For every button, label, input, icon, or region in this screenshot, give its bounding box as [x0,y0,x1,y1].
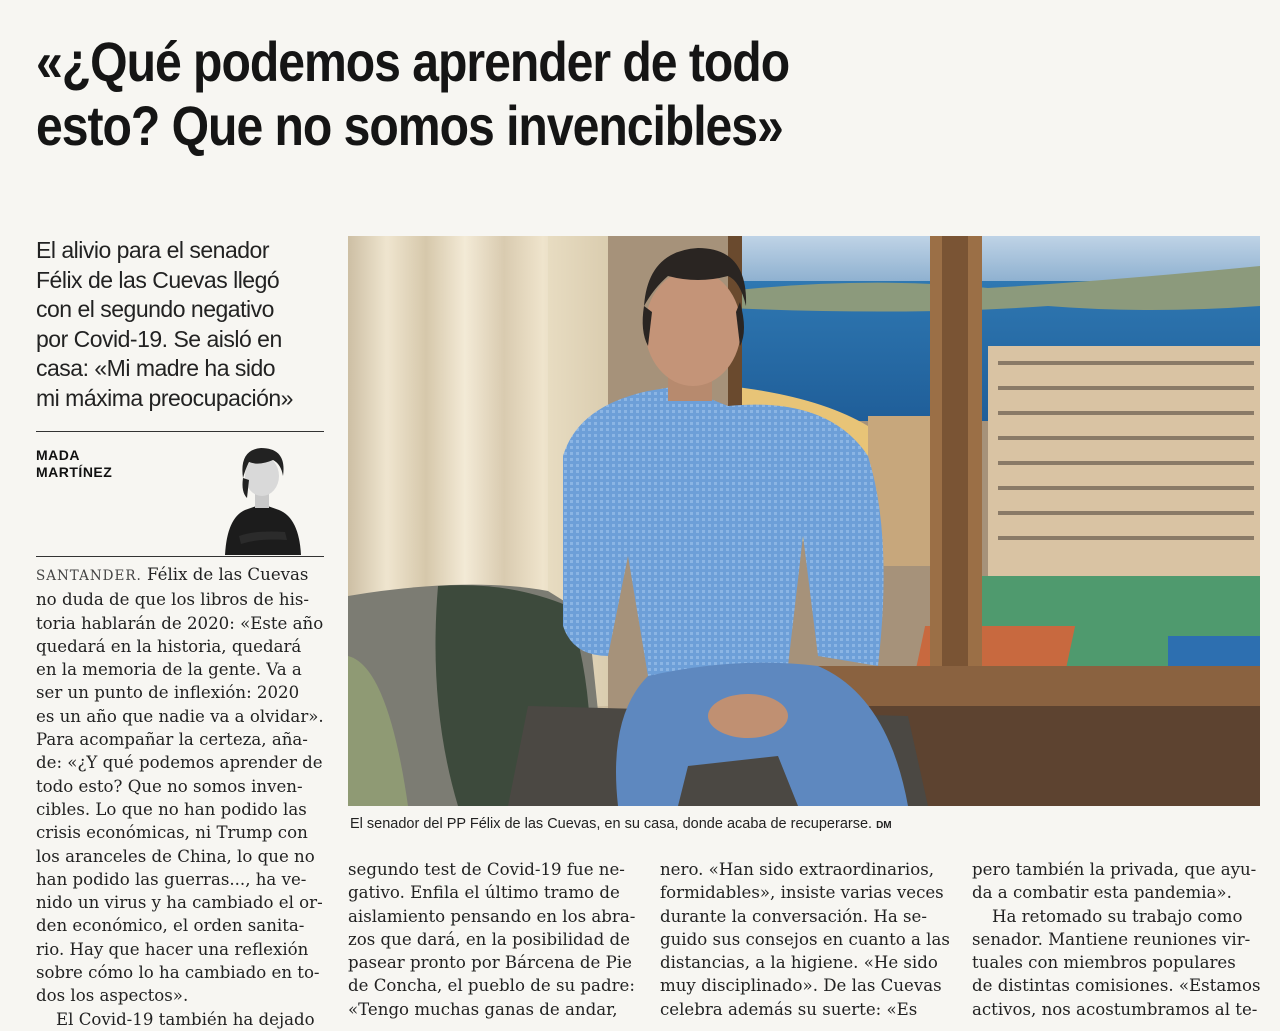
body-line: Para acompañar la certeza, aña- [36,730,308,750]
standfirst-line: Félix de las Cuevas llegó [36,266,280,293]
body-line-text: Félix de las Cuevas [141,565,309,584]
body-line: todo esto? Que no somos inven- [36,776,303,796]
photo-caption [350,816,1250,832]
body-line: celebra además su suerte: «Es [660,999,918,1019]
body-line [36,563,326,588]
body-line: senador. Mantiene reuniones vir- [972,929,1251,949]
body-line: den económico, el orden sanita- [36,916,305,936]
standfirst-line: El alivio para el senador [36,237,269,263]
body-line: no duda de que los libros de his- [36,590,310,610]
standfirst-line: por Covid-19. Se aisló en [36,325,282,352]
standfirst-line: con el segundo negativo [36,296,274,322]
body-line: muy disciplinado». De las Cuevas [660,976,942,996]
body-line: segundo test de Covid-19 fue ne- [348,860,625,879]
dateline: SANTANDER. [36,568,142,584]
article-photo [348,236,1260,806]
body-line: los aranceles de China, lo que no [36,846,315,866]
body-line: crisis económicas, ni Trump con [36,823,308,843]
body-column-1 [36,563,326,1031]
photo-credit: DM [876,820,892,831]
body-line: de distintas comisiones. «Estamos [972,976,1261,996]
article-headline [36,30,1249,158]
byline-top-divider [36,431,324,432]
body-line: pasear pronto por Bárcena de Pie [348,953,632,973]
body-line: durante la conversación. Ha se- [660,906,927,926]
body-line: gativo. Enfila el último tramo de [348,883,620,903]
body-line: quedará en la historia, quedará [36,636,302,656]
body-line: cibles. Lo que no han podido las [36,799,307,819]
body-line: formidables», insiste varias veces [660,883,944,903]
standfirst-line: casa: «Mi madre ha sido [36,355,276,381]
author-first-name: MADA [36,447,80,463]
body-line: activos, nos acostumbramos al te- [972,999,1258,1019]
body-line: de: «¿Y qué podemos aprender de [36,753,323,773]
author-last-name: MARTÍNEZ [36,464,113,480]
body-line: de Concha, el pueblo de su padre: [348,976,635,996]
body-line: pero también la privada, que ayu- [972,860,1257,879]
body-line: ser un punto de inflexión: 2020 [36,683,300,703]
body-line: tuales con miembros populares [972,953,1236,973]
author-portrait [215,440,310,555]
body-line: distancias, a la higiene. «He sido [660,953,938,973]
body-line: es un año que nadie va a olvidar». [36,706,324,726]
body-column-3 [660,858,952,1021]
article-standfirst [36,236,332,413]
body-line: nero. «Han sido extraordinarios, [660,860,934,879]
body-line: nido un virus y ha cambiado el or- [36,893,323,913]
body-line: guido sus consejos en cuanto a las [660,929,950,949]
caption-text: El senador del PP Félix de las Cuevas, en su casa, donde acaba de recuperarse. [350,816,873,832]
body-line: toria hablarán de 2020: «Este año [36,613,324,633]
body-line: sobre cómo lo ha cambiado en to- [36,963,320,983]
body-line: zos que dará, en la posibilidad de [348,929,630,949]
headline-line-1: «¿Qué podemos aprender de todo [36,30,790,93]
body-line: rio. Hay que hacer una reflexión [36,939,309,959]
body-column-2 [348,858,638,1021]
byline-bottom-divider [36,556,324,557]
body-line: dos los aspectos». [36,986,189,1006]
headline-line-2: esto? Que no somos invencibles» [36,94,783,157]
body-column-4 [972,858,1264,1021]
standfirst-line: mi máxima preocupación» [36,384,293,411]
body-line: en la memoria de la gente. Va a [36,660,302,680]
author-byline [36,447,112,481]
body-line: Ha retomado su trabajo como [992,906,1243,926]
body-line: «Tengo muchas ganas de andar, [348,999,618,1019]
body-line: El Covid-19 también ha dejado [56,1009,315,1029]
body-line: han podido las guerras..., ha ve- [36,869,307,889]
body-line: da a combatir esta pandemia». [972,883,1232,903]
body-line: aislamiento pensando en los abra- [348,906,636,926]
